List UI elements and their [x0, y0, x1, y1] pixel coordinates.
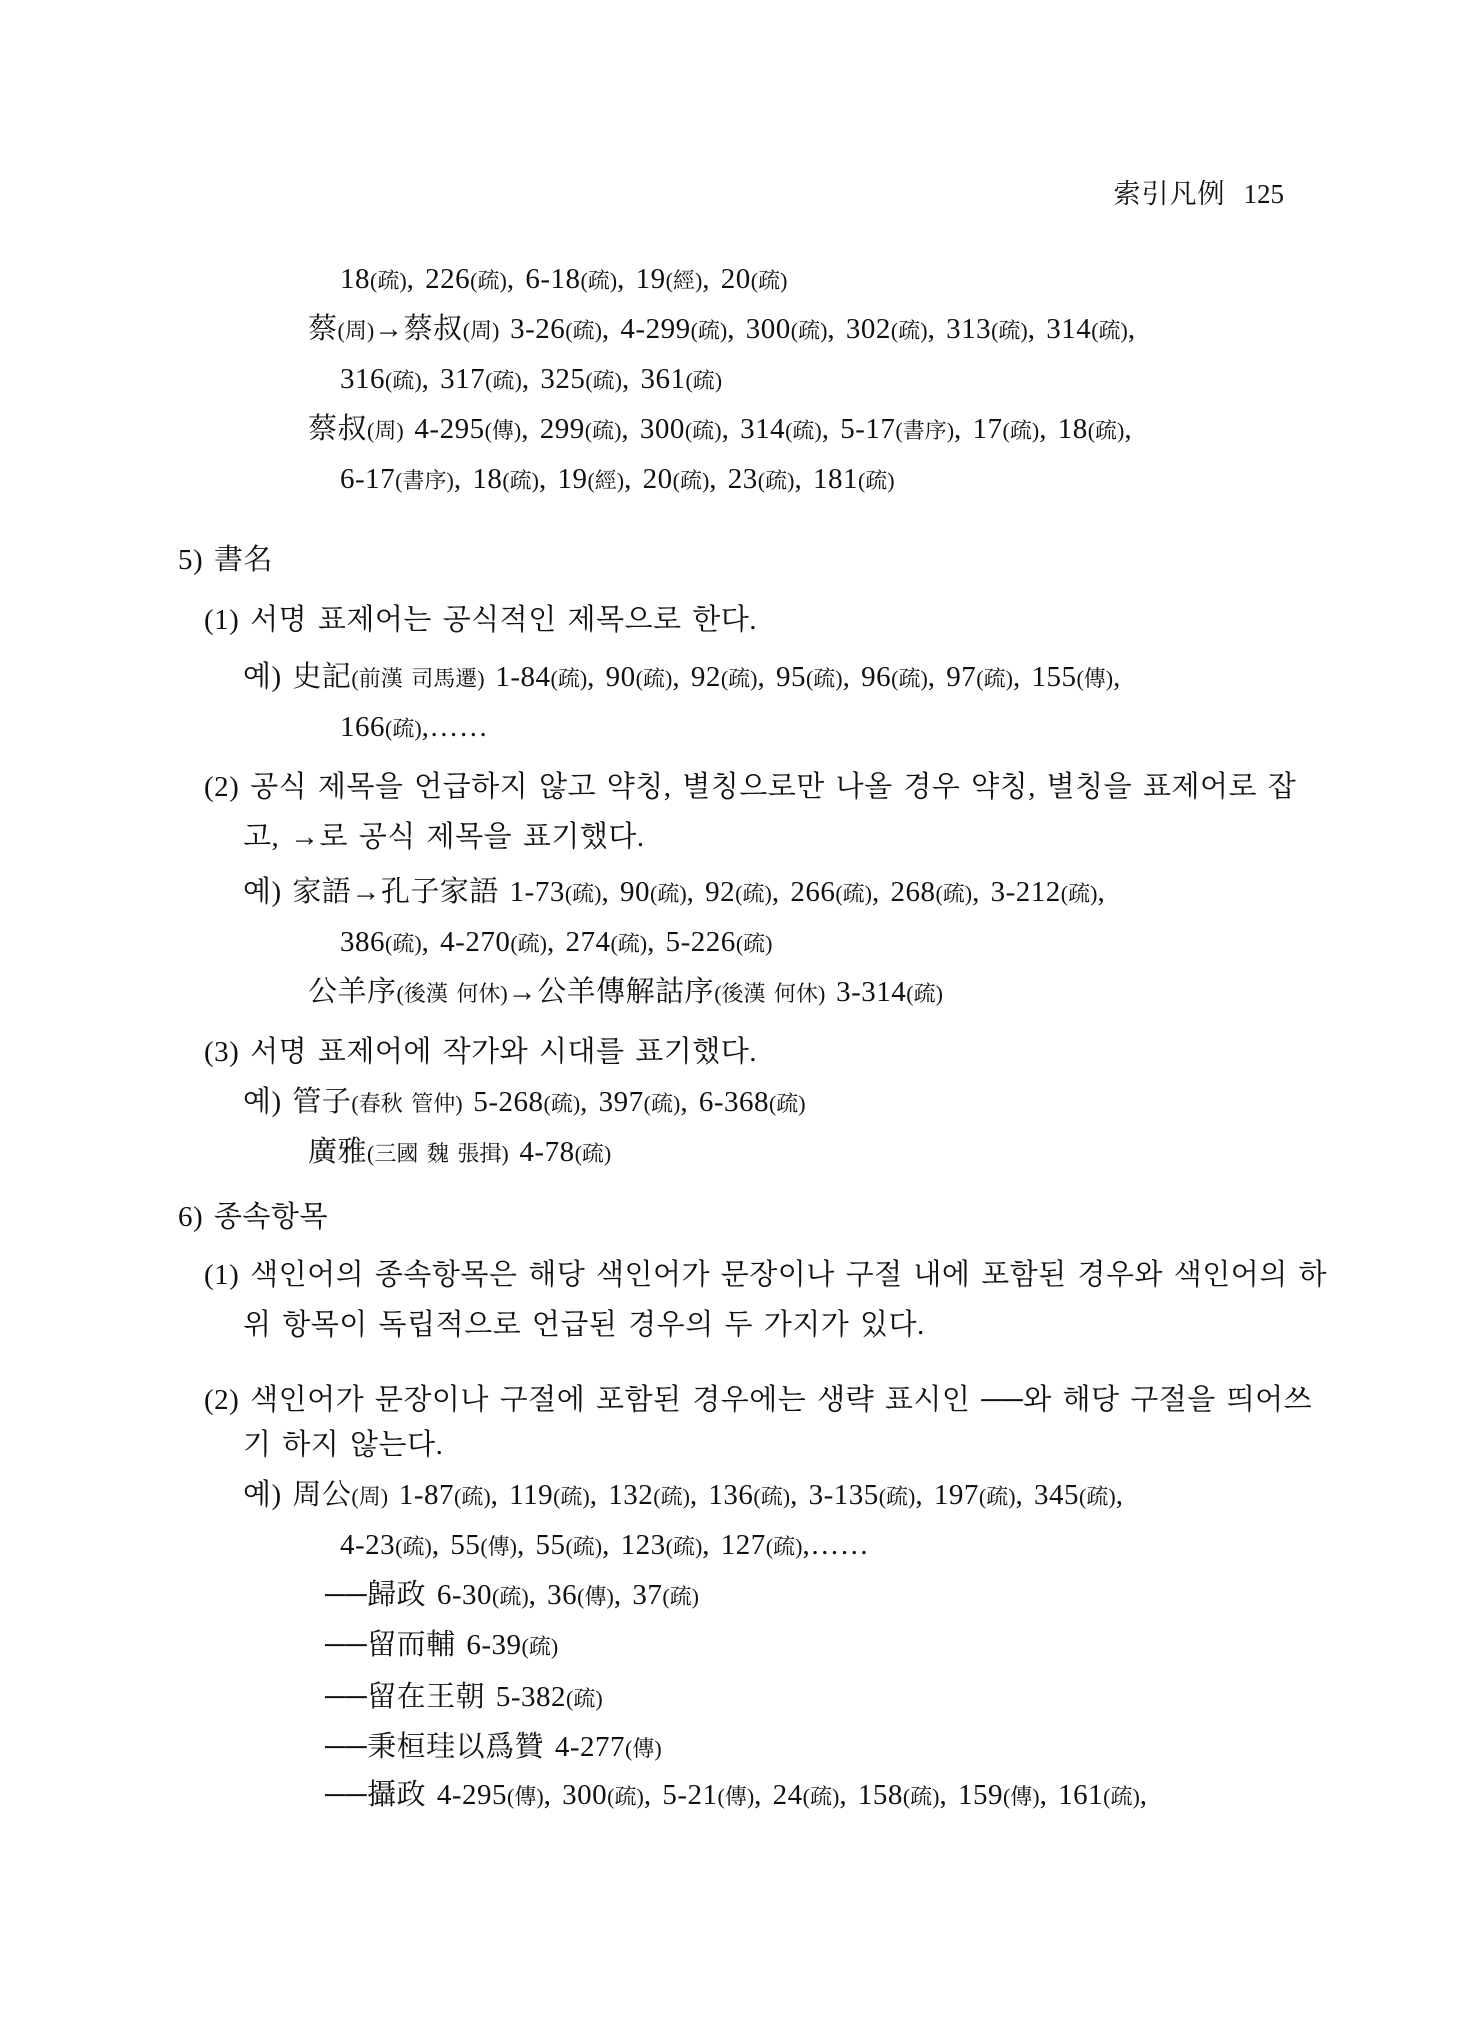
- example-line: 예) 家語→孔子家語 1-73(疏), 90(疏), 92(疏), 266(疏), 268(疏), 3-212(疏),: [243, 876, 1106, 908]
- index-entry-line: 廣雅(三國 魏 張揖) 4-78(疏): [308, 1136, 612, 1168]
- index-entry-line: 蔡叔(周) 4-295(傳), 299(疏), 300(疏), 314(疏), 5-17(書序), 17(疏), 18(疏),: [308, 413, 1133, 445]
- index-entry-line: 公羊序(後漢 何休)→公羊傳解詁序(後漢 何休) 3-314(疏): [308, 976, 943, 1008]
- text-line: 166(疏),……: [340, 711, 489, 743]
- paragraph-line: (3) 서명 표제어에 작가와 시대를 표기했다.: [204, 1036, 758, 1068]
- running-title: 索引凡例: [1113, 179, 1226, 209]
- text-line: 6-17(書序), 18(疏), 19(經), 20(疏), 23(疏), 181(疏): [340, 463, 895, 495]
- paragraph-line: 기 하지 않는다.: [243, 1429, 444, 1461]
- example-line: 예) 史記(前漢 司馬遷) 1-84(疏), 90(疏), 92(疏), 95(疏), 96(疏), 97(疏), 155(傳),: [243, 661, 1121, 693]
- paragraph-line: 고, →로 공식 제목을 표기했다.: [243, 821, 645, 853]
- page-header: [1114, 172, 1285, 211]
- text-line: 386(疏), 4-270(疏), 274(疏), 5-226(疏): [340, 926, 773, 958]
- subordinate-item-line: ──留在王朝 5-382(疏): [325, 1681, 603, 1713]
- subordinate-item-line: ──歸政 6-30(疏), 36(傳), 37(疏): [325, 1579, 699, 1611]
- paragraph-line: (1) 서명 표제어는 공식적인 제목으로 한다.: [204, 604, 758, 636]
- paragraph-line: 위 항목이 독립적으로 언급된 경우의 두 가지가 있다.: [243, 1309, 925, 1341]
- section-heading: 5) 書名: [178, 544, 273, 576]
- paragraph-line: (1) 색인어의 종속항목은 해당 색인어가 문장이나 구절 내에 포함된 경우와 색인어의 하: [204, 1259, 1328, 1291]
- subordinate-item-line: ──攝政 4-295(傳), 300(疏), 5-21(傳), 24(疏), 158(疏), 159(傳), 161(疏),: [325, 1779, 1148, 1811]
- example-line: 예) 周公(周) 1-87(疏), 119(疏), 132(疏), 136(疏), 3-135(疏), 197(疏), 345(疏),: [243, 1479, 1124, 1511]
- example-line: 예) 管子(春秋 管仲) 5-268(疏), 397(疏), 6-368(疏): [243, 1086, 806, 1118]
- paragraph-line: (2) 색인어가 문장이나 구절에 포함된 경우에는 생략 표시인 ──와 해당 구절을 띄어쓰: [204, 1384, 1313, 1416]
- page-number: 125: [1243, 179, 1284, 209]
- text-line: 18(疏), 226(疏), 6-18(疏), 19(經), 20(疏): [340, 263, 788, 295]
- text-line: 4-23(疏), 55(傳), 55(疏), 123(疏), 127(疏),……: [340, 1529, 870, 1561]
- subordinate-item-line: ──留而輔 6-39(疏): [325, 1629, 559, 1661]
- index-entry-line: 蔡(周)→蔡叔(周) 3-26(疏), 4-299(疏), 300(疏), 302(疏), 313(疏), 314(疏),: [308, 313, 1136, 345]
- text-line: 316(疏), 317(疏), 325(疏), 361(疏): [340, 363, 723, 395]
- paragraph-line: (2) 공식 제목을 언급하지 않고 약칭, 별칭으로만 나올 경우 약칭, 별칭을 표제어로 잡: [204, 771, 1297, 803]
- section-heading: 6) 종속항목: [178, 1201, 328, 1233]
- subordinate-item-line: ──秉桓珪以爲贊 4-277(傳): [325, 1731, 662, 1763]
